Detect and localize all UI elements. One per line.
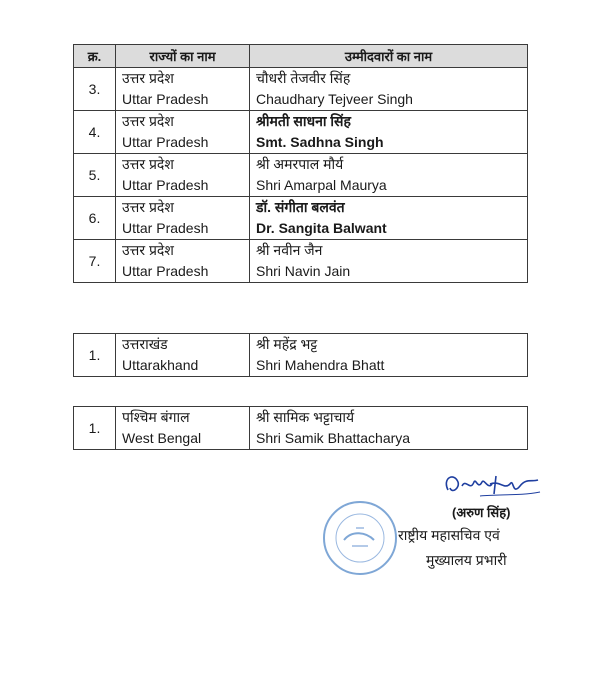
serial-number: 6. (74, 197, 116, 240)
serial-number: 3. (74, 68, 116, 111)
candidate-name-hindi: श्री सामिक भट्टाचार्य (250, 407, 528, 428)
table-row-continued (74, 174, 528, 197)
candidate-name-hindi: चौधरी तेजवीर सिंह (250, 68, 528, 89)
table-row-continued (74, 260, 528, 283)
candidate-name-english: Shri Mahendra Bhatt (250, 354, 528, 377)
table-header-row (74, 45, 528, 68)
table-row-continued (74, 354, 528, 377)
candidates-table-main (73, 44, 528, 283)
header-serial: क्र. (74, 45, 116, 68)
candidate-name-hindi: डॉ. संगीता बलवंत (250, 197, 528, 218)
state-name-english: Uttar Pradesh (116, 217, 250, 240)
signatory-designation-line2: मुख्यालय प्रभारी (426, 552, 507, 568)
table-row (74, 68, 528, 89)
state-name-english: Uttarakhand (116, 354, 250, 377)
serial-number: 1. (74, 334, 116, 377)
candidate-name-english: Dr. Sangita Balwant (250, 217, 528, 240)
state-name-hindi: उत्तर प्रदेश (116, 154, 250, 175)
candidate-name-english: Shri Amarpal Maurya (250, 174, 528, 197)
signature-scribble (440, 468, 550, 504)
serial-number: 7. (74, 240, 116, 283)
state-name-english: Uttar Pradesh (116, 88, 250, 111)
table-row (74, 334, 528, 355)
table-row-continued (74, 88, 528, 111)
state-name-hindi: उत्तर प्रदेश (116, 197, 250, 218)
state-name-hindi: उत्तराखंड (116, 334, 250, 355)
candidate-name-hindi: श्री महेंद्र भट्ट (250, 334, 528, 355)
table-row (74, 154, 528, 175)
state-name-hindi: उत्तर प्रदेश (116, 68, 250, 89)
official-seal-stamp (322, 500, 398, 576)
candidates-table-uttarakhand (73, 333, 528, 377)
candidate-name-english: Chaudhary Tejveer Singh (250, 88, 528, 111)
state-name-english: West Bengal (116, 427, 250, 450)
candidate-name-english: Smt. Sadhna Singh (250, 131, 528, 154)
state-name-hindi: उत्तर प्रदेश (116, 111, 250, 132)
candidate-name-hindi: श्रीमती साधना सिंह (250, 111, 528, 132)
table-row-continued (74, 217, 528, 240)
candidate-name-hindi: श्री अमरपाल मौर्य (250, 154, 528, 175)
signatory-designation-line1: राष्ट्रीय महासचिव एवं (398, 527, 500, 543)
serial-number: 5. (74, 154, 116, 197)
state-name-english: Uttar Pradesh (116, 260, 250, 283)
table-row (74, 197, 528, 218)
candidates-table-westbengal (73, 406, 528, 450)
table-row (74, 407, 528, 428)
state-name-hindi: पश्चिम बंगाल (116, 407, 250, 428)
serial-number: 4. (74, 111, 116, 154)
state-name-english: Uttar Pradesh (116, 131, 250, 154)
table-row-continued (74, 427, 528, 450)
table-row (74, 240, 528, 261)
table-row (74, 111, 528, 132)
candidate-name-english: Shri Samik Bhattacharya (250, 427, 528, 450)
state-name-hindi: उत्तर प्रदेश (116, 240, 250, 261)
candidate-name-hindi: श्री नवीन जैन (250, 240, 528, 261)
header-candidate: उम्मीदवारों का नाम (250, 45, 528, 68)
serial-number: 1. (74, 407, 116, 450)
signatory-name: (अरुण सिंह) (452, 505, 511, 520)
table-row-continued (74, 131, 528, 154)
state-name-english: Uttar Pradesh (116, 174, 250, 197)
header-state: राज्यों का नाम (116, 45, 250, 68)
candidate-name-english: Shri Navin Jain (250, 260, 528, 283)
